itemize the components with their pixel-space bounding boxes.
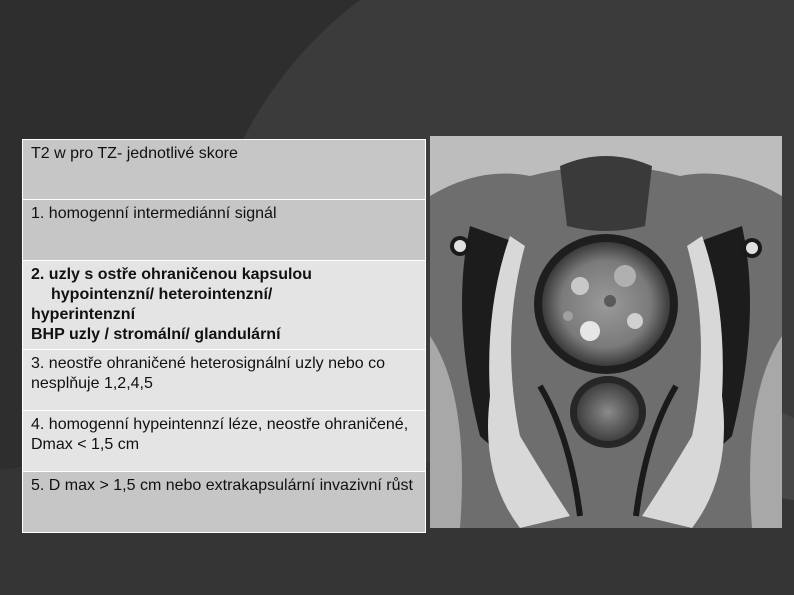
score-2-line-4: BHP uzly / stromální/ glandulární [31,326,281,343]
table-row [23,350,426,411]
score-3-cell: 3. neostře ohraničené heterosignální uzly nebo co nesplňuje 1,2,4,5 [23,350,426,411]
table-header-cell: T2 w pro TZ- jednotlivé skore [23,140,426,200]
table-row [23,140,426,200]
score-2-cell [23,261,426,350]
score-2-line-3: hyperintenzní [31,306,136,323]
scoring-table [22,139,426,533]
score-2-line-1: 2. uzly s ostře ohraničenou kapsulou [31,266,312,283]
table-row [23,261,426,350]
score-5-cell: 5. D max > 1,5 cm nebo extrakapsulární invazivní růst [23,472,426,533]
mri-prostate-image [430,136,782,528]
score-4-cell: 4. homogenní hypeintennzí léze, neostře ohraničené, Dmax < 1,5 cm [23,411,426,472]
score-1-cell: 1. homogenní intermediánní signál [23,200,426,261]
table-row [23,472,426,533]
score-2-line-2: hypointenzní/ heterointenzní/ [51,286,273,303]
table-row [23,411,426,472]
table-row [23,200,426,261]
